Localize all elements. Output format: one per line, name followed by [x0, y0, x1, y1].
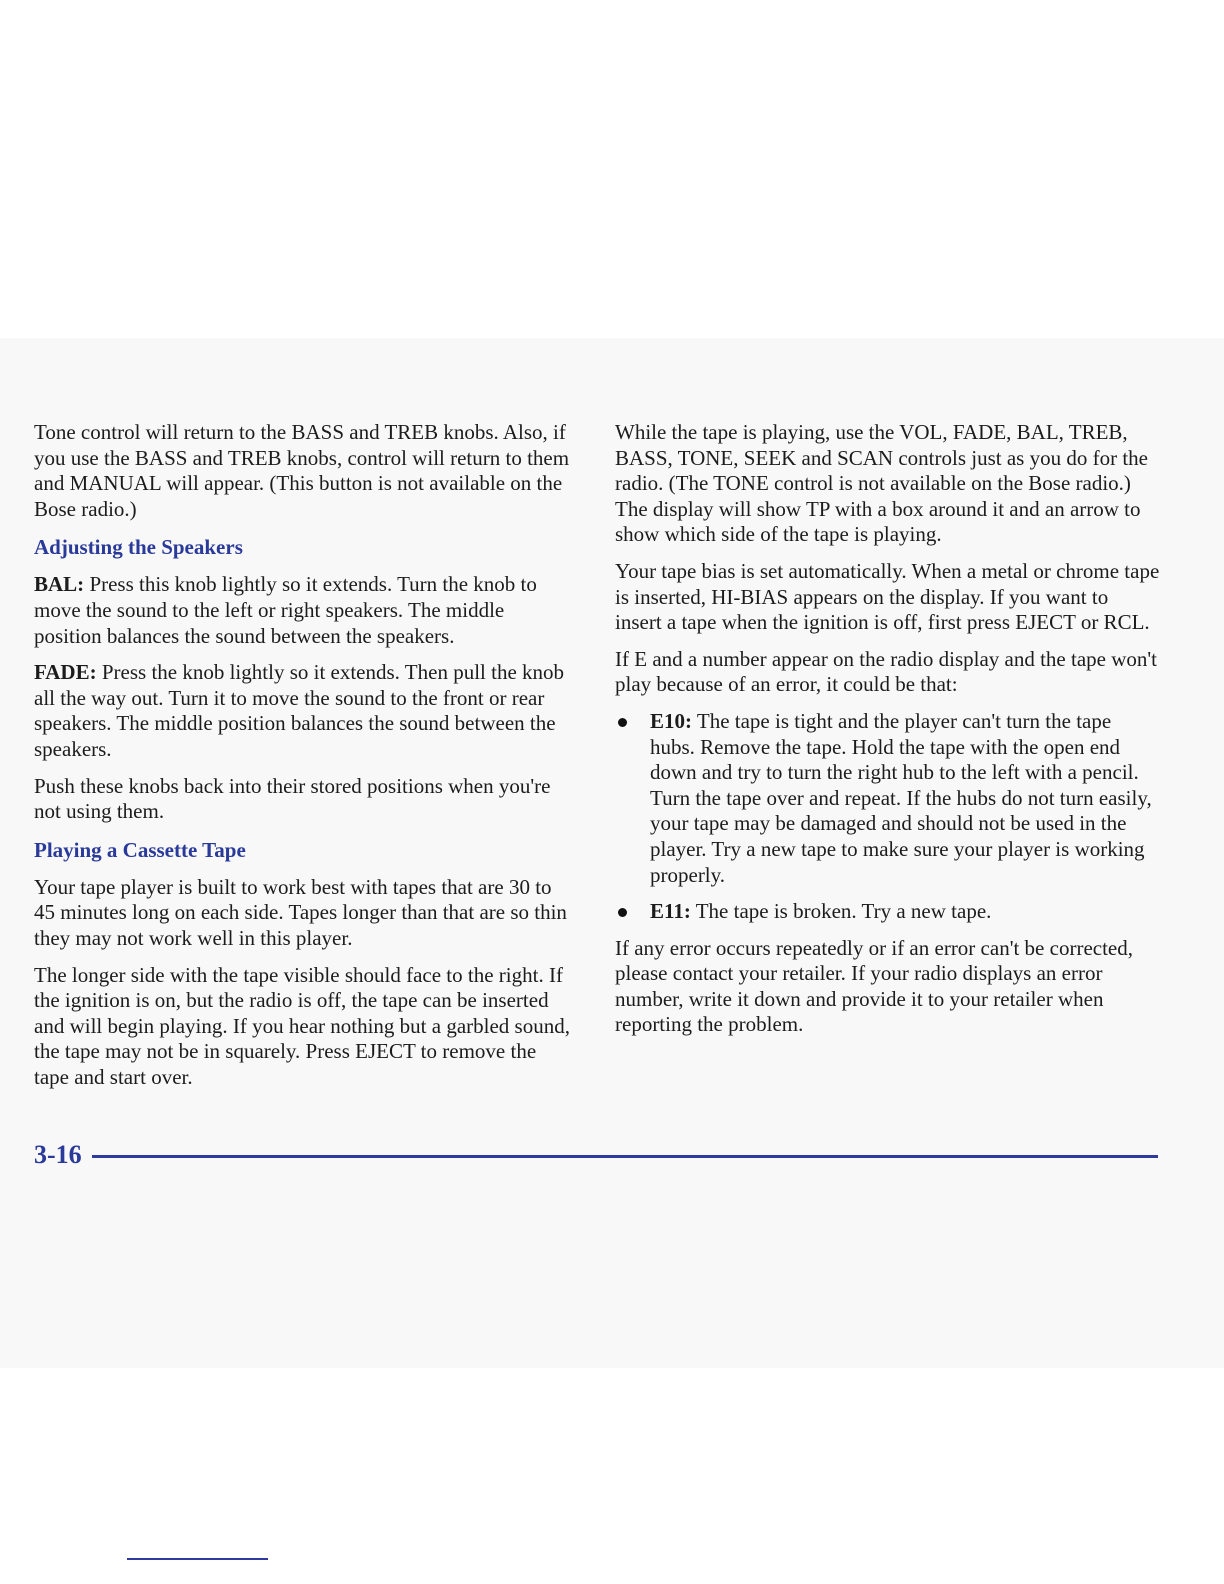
- error-item-e11: [615, 899, 1160, 925]
- bullet-icon: [618, 718, 627, 727]
- speakers-heading: Adjusting the Speakers: [34, 535, 243, 560]
- bal-paragraph: [34, 572, 572, 649]
- error-code: E10:: [650, 708, 692, 733]
- error-item-e10: [615, 709, 1160, 888]
- repeat-error-paragraph: If any error occurs repeatedly or if an error can't be corrected, please contact your retailer. If your radio displays an error number, write it down and provide it to your retailer when reporting the problem.: [615, 935, 1133, 1037]
- error-list: [615, 709, 1160, 925]
- tape-bias-paragraph: Your tape bias is set automatically. When a metal or chrome tape is inserted, HI-BIAS appears on the display. If you want to insert a tape when the ignition is off, first press EJECT or RCL.: [615, 558, 1160, 635]
- tape-insert-paragraph: The longer side with the tape visible should face to the right. If the ignition is on, but the radio is off, the tape can be inserted and will begin playing. If you hear nothing but a garbled sound, the tape may not be in squarely. Press EJECT to remove the tape and start over.: [34, 962, 570, 1089]
- cassette-heading: Playing a Cassette Tape: [34, 837, 246, 862]
- bal-text: Press this knob lightly so it extends. Turn the knob to move the sound to the left or right speakers. The middle position balances the sound between the speakers.: [34, 572, 537, 648]
- tape-length-paragraph: Your tape player is built to work best with tapes that are 30 to 45 minutes long on each side. Tapes longer than that are so thin they may not work well in this player.: [34, 874, 567, 950]
- tone-control-paragraph: Tone control will return to the BASS and TREB knobs. Also, if you use the BASS and TREB knobs, control will return to them and MANUAL will appear. (This button is not available on the Bose radio.): [34, 420, 570, 521]
- error-description: The tape is tight and the player can't turn the tape hubs. Remove the tape. Hold the tape with the open end down and try to turn the right hub to the left with a pencil. Turn the tape over and repeat. If the hubs do not turn easily, your tape may be damaged and should not be used in the player. Try a new tape to make sure your player is working properly.: [650, 708, 1152, 887]
- page-number: 3-16: [34, 1140, 82, 1169]
- fade-term: FADE:: [34, 660, 97, 685]
- right-column: [615, 420, 1160, 1049]
- fade-text: Press the knob lightly so it extends. Then pull the knob all the way out. Turn it to move the sound to the front or rear speakers. The middle position balances the sound between the speakers.: [34, 660, 565, 761]
- bullet-icon: [618, 908, 627, 917]
- bal-term: BAL:: [34, 572, 85, 597]
- tape-playing-paragraph: While the tape is playing, use the VOL, FADE, BAL, TREB, BASS, TONE, SEEK and SCAN controls just as you do for the radio. (The TONE control is not available on the Bose radio.) The display will show TP with a box around it and an arrow to show which side of the tape is playing.: [615, 420, 1148, 547]
- fade-paragraph: [34, 660, 572, 762]
- left-column: [34, 420, 572, 1101]
- error-code: E11:: [650, 899, 691, 924]
- error-description: The tape is broken. Try a new tape.: [690, 899, 992, 924]
- page-footer: [34, 1140, 1158, 1180]
- footer-rule: [92, 1155, 1158, 1158]
- push-knobs-paragraph: Push these knobs back into their stored positions when you're not using them.: [34, 773, 551, 824]
- bottom-divider: [127, 1558, 268, 1560]
- error-intro-paragraph: If E and a number appear on the radio display and the tape won't play because of an error, it could be that:: [615, 646, 1158, 697]
